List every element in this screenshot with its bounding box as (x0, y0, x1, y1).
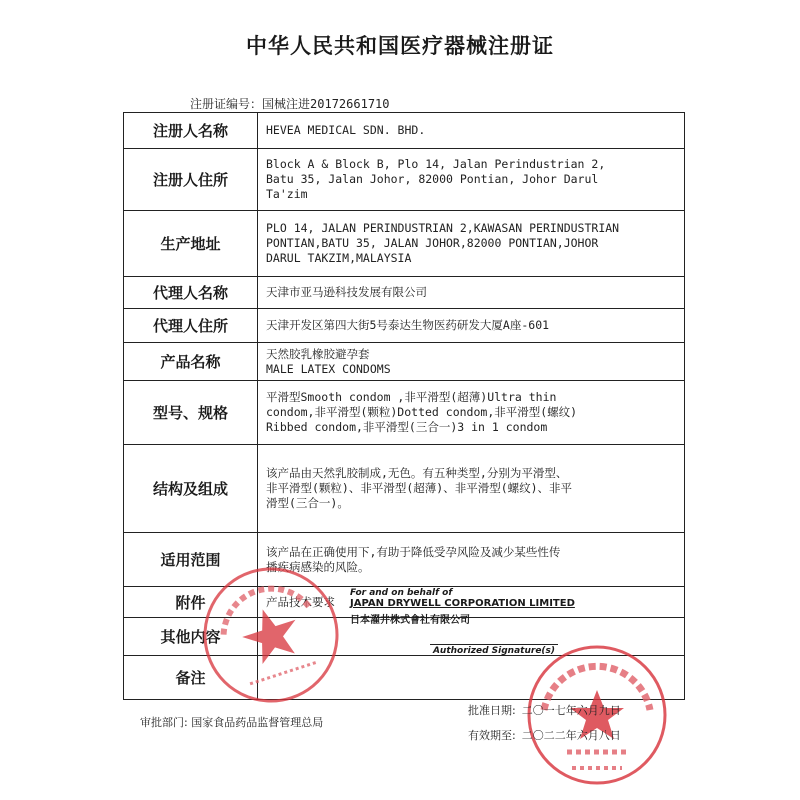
row-label: 代理人住所 (124, 309, 258, 343)
row-value: PLO 14, JALAN PERINDUSTRIAN 2,KAWASAN PERINDUSTRIAN PONTIAN,BATU 35, JALAN JOHOR,82000 PONTIAN,JOHOR DARUL TAKZIM,MALAYSIA (258, 211, 685, 277)
row-label: 注册人名称 (124, 113, 258, 149)
table-row (124, 113, 685, 149)
row-value: 该产品由天然乳胶制成,无色。有五种类型,分别为平滑型、 非平滑型(颗粒)、非平滑型(超薄)、非平滑型(螺纹)、非平 滑型(三合一)。 (258, 445, 685, 533)
table-row (124, 445, 685, 533)
row-label: 生产地址 (124, 211, 258, 277)
document-title: 中华人民共和国医疗器械注册证 (246, 34, 554, 58)
row-label: 其他内容 (124, 618, 258, 656)
row-value: Block A & Block B, Plo 14, Jalan Perindustrian 2, Batu 35, Jalan Johor, 82000 Pontian, Johor Darul Ta'zim (258, 149, 685, 211)
registration-number (190, 95, 390, 112)
valid-value: 二〇二二年六月八日 (521, 729, 621, 742)
table-row (124, 149, 685, 211)
issuer-label: 审批部门: (140, 716, 188, 729)
table-row (124, 211, 685, 277)
row-label: 注册人住所 (124, 149, 258, 211)
approve-value: 二〇一七年六月九日 (521, 704, 621, 717)
row-label: 代理人名称 (124, 277, 258, 309)
table-row (124, 277, 685, 309)
row-value: HEVEA MEDICAL SDN. BHD. (258, 113, 685, 149)
company-stamp (350, 588, 575, 626)
stamp-company-en: JAPAN DRYWELL CORPORATION LIMITED (350, 598, 575, 609)
stamp-for-behalf: For and on behalf of (350, 588, 453, 598)
row-value: 天津开发区第四大街5号泰达生物医药研发大厦A座-601 (258, 309, 685, 343)
table-row (124, 343, 685, 381)
row-value: 天然胶乳橡胶避孕套 MALE LATEX CONDOMS (258, 343, 685, 381)
reg-no-value: 国械注进20172661710 (262, 97, 390, 111)
table-row (124, 381, 685, 445)
approval-date (468, 702, 621, 718)
row-label: 产品名称 (124, 343, 258, 381)
row-label: 适用范围 (124, 533, 258, 587)
row-value: 平滑型Smooth condom ,非平滑型(超薄)Ultra thin condom,非平滑型(颗粒)Dotted condom,非平滑型(螺纹) Ribbed condom,非平滑型(三合一)3 in 1 condom (258, 381, 685, 445)
row-label: 附件 (124, 587, 258, 618)
reg-no-label: 注册证编号： (190, 97, 263, 111)
approve-label: 批准日期: (468, 704, 516, 717)
signature-label: Authorized Signature(s) (430, 644, 558, 656)
valid-label: 有效期至: (468, 729, 516, 742)
row-label: 结构及组成 (124, 445, 258, 533)
valid-until (468, 727, 621, 743)
row-value: 产品技术要求 (258, 587, 685, 618)
issuer (140, 714, 323, 730)
row-label: 备注 (124, 656, 258, 700)
row-value: 天津市亚马逊科技发展有限公司 (258, 277, 685, 309)
table-row (124, 309, 685, 343)
stamp-company-jp: 日本濯井株式會社有限公司 (350, 615, 470, 626)
agent-seal-icon (196, 560, 346, 710)
issuer-value: 国家食品药品监督管理总局 (191, 716, 324, 729)
row-value: 该产品在正确使用下,有助于降低受孕风险及减少某些性传 播疾病感染的风险。 (258, 533, 685, 587)
row-label: 型号、规格 (124, 381, 258, 445)
